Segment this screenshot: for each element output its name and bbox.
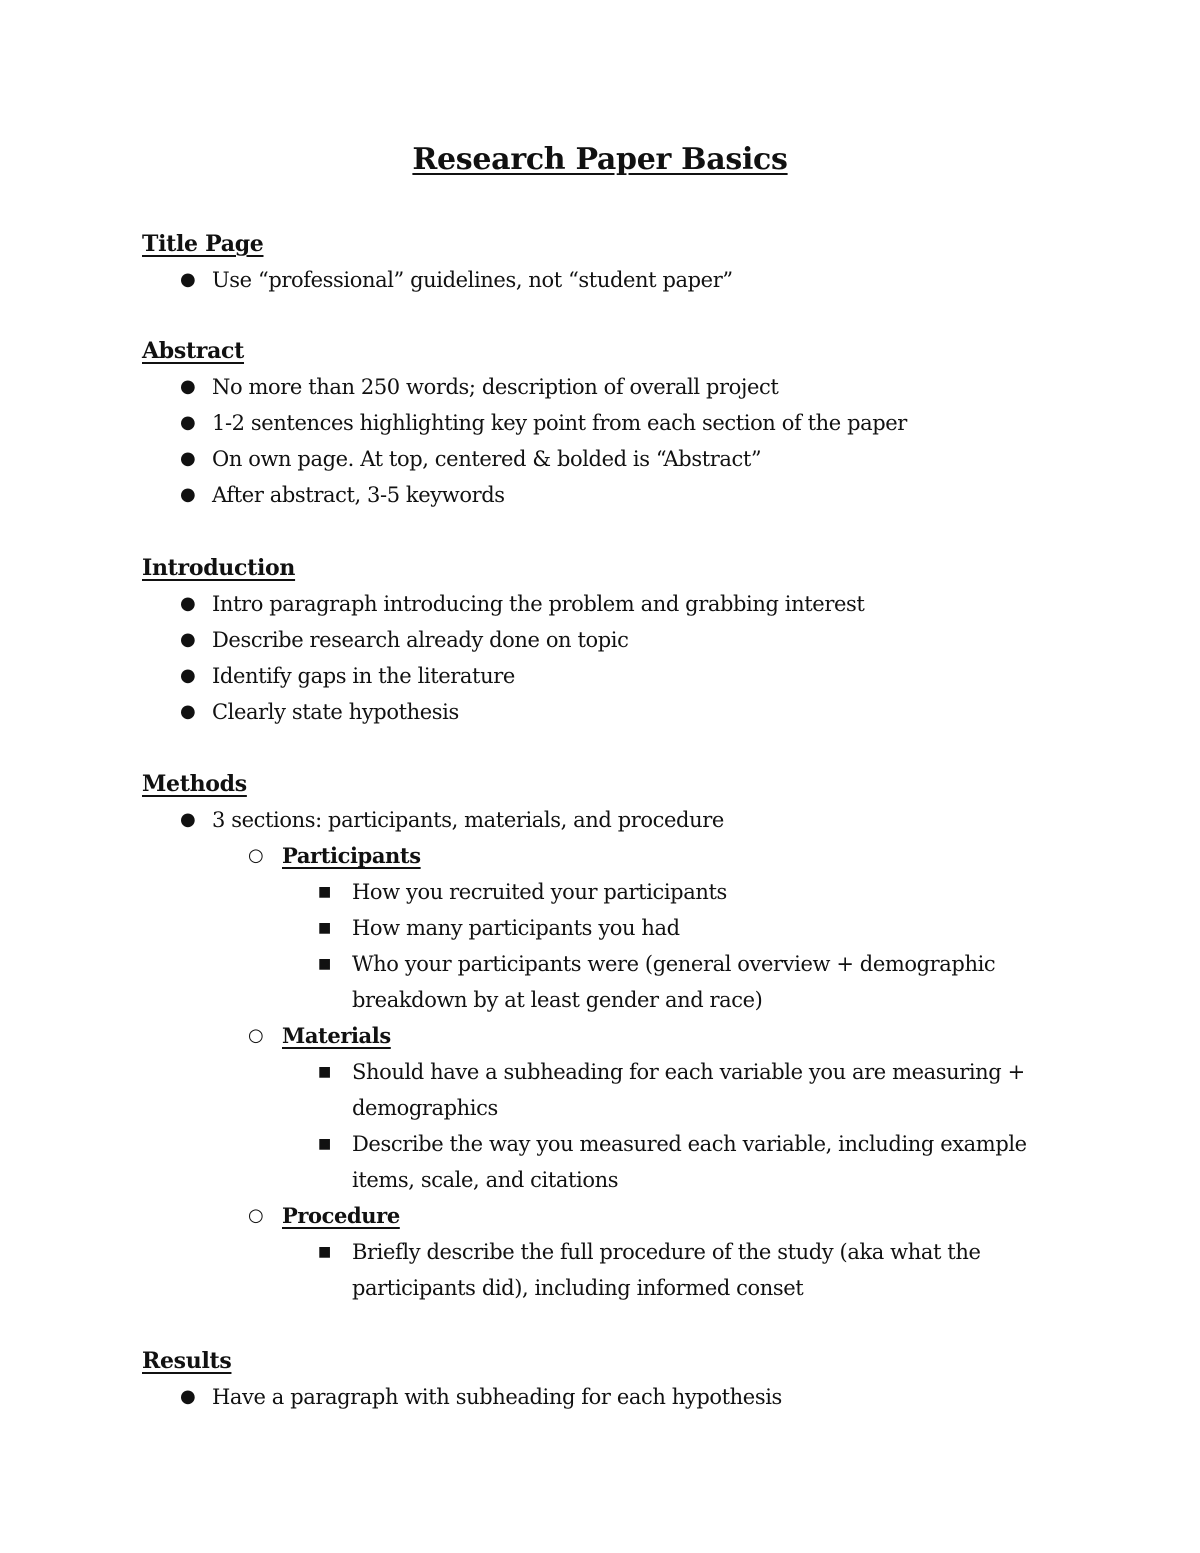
hollow-bullet-icon: ○ [248,1025,264,1046]
procedure-list [282,1234,1062,1306]
list-item: ■ Should have a subheading for each variable you are measuring + demographics [282,1054,1062,1126]
bullet-icon: ● [180,269,196,290]
list-item: ● Identify gaps in the literature [142,658,1062,694]
square-bullet-icon: ■ [318,920,331,936]
section-introduction [142,550,1062,730]
section-title-page [142,226,1062,298]
section-heading-results: Results [142,1348,232,1374]
list-item: ■ How you recruited your participants [282,874,1062,910]
list-item: ● Use “professional” guidelines, not “student paper” [142,262,1062,298]
subheading-materials: Materials [282,1023,391,1048]
section-heading-title-page: Title Page [142,231,264,257]
section-heading-abstract: Abstract [142,338,245,364]
bullet-icon: ● [180,448,196,469]
hollow-bullet-icon: ○ [248,845,264,866]
methods-list [142,802,1062,838]
square-bullet-icon: ■ [318,1136,331,1152]
list-item: ■ Who your participants were (general overview + demographic breakdown by at least gender and race) [282,946,1062,1018]
document-title: Research Paper Basics [412,142,788,177]
list-item: ● 3 sections: participants, materials, and procedure [142,802,1062,838]
section-results [142,1343,1062,1415]
square-bullet-icon: ■ [318,956,331,972]
subsection-participants [212,838,1062,1018]
square-bullet-icon: ■ [318,1064,331,1080]
section-abstract [142,333,1062,513]
bullet-icon: ● [180,484,196,505]
bullet-icon: ● [180,376,196,397]
list-item: ■ How many participants you had [282,910,1062,946]
hollow-bullet-icon: ○ [248,1205,264,1226]
methods-sublist [212,838,1062,1306]
list-item: ● Clearly state hypothesis [142,694,1062,730]
square-bullet-icon: ■ [318,1244,331,1260]
abstract-list [142,369,1062,513]
list-item: ● No more than 250 words; description of overall project [142,369,1062,405]
list-item: ■ Briefly describe the full procedure of the study (aka what the participants did), including informed conset [282,1234,1062,1306]
list-item: ● Intro paragraph introducing the problem and grabbing interest [142,586,1062,622]
list-item: ■ Describe the way you measured each variable, including example items, scale, and citations [282,1126,1062,1198]
list-item: ● On own page. At top, centered & bolded is “Abstract” [142,441,1062,477]
list-item: ● Have a paragraph with subheading for each hypothesis [142,1379,1062,1415]
subsection-materials [212,1018,1062,1198]
bullet-icon: ● [180,412,196,433]
participants-list [282,874,1062,1018]
subheading-participants: Participants [282,843,421,868]
bullet-icon: ● [180,1386,196,1407]
bullet-icon: ● [180,629,196,650]
list-item: ● 1-2 sentences highlighting key point from each section of the paper [142,405,1062,441]
section-heading-introduction: Introduction [142,555,296,581]
title-page-list [142,262,1062,298]
list-item: ● After abstract, 3-5 keywords [142,477,1062,513]
list-item: ● Describe research already done on topic [142,622,1062,658]
materials-list [282,1054,1062,1198]
square-bullet-icon: ■ [318,884,331,900]
bullet-icon: ● [180,809,196,830]
introduction-list [142,586,1062,730]
bullet-icon: ● [180,593,196,614]
bullet-icon: ● [180,665,196,686]
section-methods [142,766,1062,1306]
bullet-icon: ● [180,701,196,722]
section-heading-methods: Methods [142,771,247,797]
subsection-procedure [212,1198,1062,1306]
subheading-procedure: Procedure [282,1203,400,1228]
results-list [142,1379,1062,1415]
